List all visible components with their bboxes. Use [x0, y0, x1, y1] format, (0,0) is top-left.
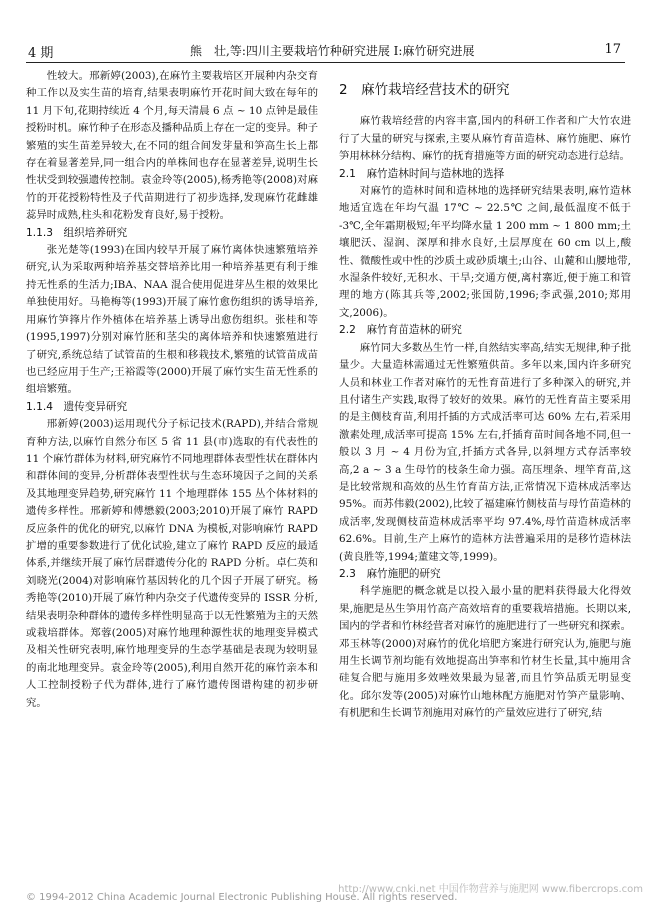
running-title: 熊 壮,等:四川主要栽培竹种研究进展 Ⅰ:麻竹研究进展 — [190, 44, 475, 58]
chapter-heading-2: 2 麻竹栽培经营技术的研究 — [339, 82, 510, 98]
paragraph: 对麻竹的造林时间和造林地的选择研究结果表明,麻竹造林地适宜选在年均气温 17℃ ~ 22.5℃ 之间,最低温度不低于 -3℃,全年霜期极短;年平均降水量 1 200 mm ~ 1 800 mm;土壤肥沃、湿润、深厚和排水良好,土层厚度在 60 cm 以上,酸性、微酸性或中性的沙质土或砂质壤土;山谷、山麓和山腰地带,水湿条件较好,无积水、干旱;交通方便,离村寨近,便于施工和管理的地方(陈其兵等,2002;张国防,1996;李武强,2010;郑用文,2006)。 — [339, 185, 631, 319]
header-rule — [26, 62, 625, 63]
paragraph: 邢新婷(2003)运用现代分子标记技术(RAPD),并结合常规育种方法,以麻竹自然分布区 5 省 11 县(市)选取的有代表性的 11 个麻竹群体为材料,研究麻竹不同地理群体表型性状在群体内和群体间的变异,分析群体表型性状与生态环境因子之间的关系及其地理变异趋势,研究麻竹 11 个地理群体 155 丛个体材料的遗传多样性。邢新婷和傅懋毅(2003;2010)开展了麻竹 RAPD 反应条件的优化的研究,以麻竹 DNA 为模板,对影响麻竹 RAPD 扩增的重要参数进行了优化试验,建立了麻竹 RAPD 反应的最适体系,并继续开展了麻竹居群遗传分化的 RAPD 分析。卓仁英和刘晓光(2004)对影响麻竹基因转化的几个因子开展了研究。杨秀艳等(2010)开展了麻竹种内杂交子代遗传变异的 ISSR 分析,结果表明杂种群体的遗传多样性明显高于以无性繁殖为主的天然或栽培群体。郑蓉(2005)对麻竹地理种源性状的地理变异模式及相关性研究表明,麻竹地理变异的生态学基础是表现为较明显的南北地理变异。袁金玲等(2005),利用自然开花的麻竹亲本和人工控制授粉子代为群体,进行了麻竹遗传图谱构建的初步研究。 — [26, 418, 318, 709]
section-heading-2-1: 2.1 麻竹造林时间与造林地的选择 — [339, 167, 505, 180]
copyright-footer: © 1994-2012 China Academic Journal Electronic Publishing House. All rights reserved. — [26, 892, 458, 903]
paragraph: 张光楚等(1993)在国内较早开展了麻竹离体快速繁殖培养研究,认为采取两种培养基交替培养比用一种培养基更有利于维持无性系的生活力;IBA、NAA 混合使用促进芽丛生根的效果比单独使用好。马艳梅等(1993)开展了麻竹愈伤组织的诱导培养,用麻竹笋箨片作外植体在培养基上诱导出愈伤组织。张桂和等(1995,1997)分别对麻竹胚和茎尖的离体培养和快速繁殖进行了研究,系统总结了试管苗的生根和移栽技术,繁殖的试管苗成苗也已经应用于生产;王裕霞等(2000)开展了麻竹实生苗无性系的组培繁殖。 — [26, 244, 318, 396]
section-heading-1-1-4: 1.1.4 遗传变异研究 — [26, 400, 128, 413]
paragraph: 性较大。邢新婷(2003),在麻竹主要栽培区开展种内杂交育种工作以及实生苗的培育,结果表明麻竹开花时间大致在每年的 11 月下旬,花期持续近 4 个月,每天清晨 6 点 ~ 10 点钟是最佳授粉时机。麻竹种子在形态及播种品质上存在一定的变异。种子繁殖的实生苗差异较大,在不同的组合间发芽量和笋高生长上都存在着显著差异,同一组合内的单株间也存在显著差异,说明生长性状受到较强遗传控制。袁金玲等(2005),杨秀艳等(2008)对麻竹的开花授粉特性及子代苗期进行了初步选择,发现麻竹花雌雄蕊异时成熟,柱头和花粉发育良好,易于授粉。 — [26, 70, 318, 222]
right-column — [339, 68, 631, 878]
section-heading-2-2: 2.2 麻竹育苗造林的研究 — [339, 324, 462, 337]
section-heading-2-3: 2.3 麻竹施肥的研究 — [339, 567, 441, 580]
issue-label: 4 期 — [28, 46, 54, 61]
paragraph: 麻竹同大多数丛生竹一样,自然结实率高,结实无规律,种子批量少。大量造林需通过无性繁殖供苗。多年以来,国内许多研究人员和林业工作者对麻竹的无性育苗进行了多种深入的研究,并且付诸生产实践,取得了较好的效果。麻竹的无性育苗主要采用的是主侧枝育苗,利用扦插的方式成活率可达 60% 左右,若采用激素处理,成活率可提高 15% 左右,扦插育苗时间各地不同,但一般以 3 月 ~ 4 月份为宜,扦插方式各异,以斜埋方式存活率较高,2 a ~ 3 a 生母竹的枝条生命力强。高压埋条、埋竿育苗,这是比较常规和高效的丛生竹育苗方法,正常情况下造林成活率达 95%。而苏伟毅(2002),比较了福建麻竹侧枝苗与母竹苗造林的成活率,发现侧枝苗造林成活率平均 97.4%,母竹苗造林成活率 62.6%。目前,生产上麻竹的造林方法普遍采用的是移竹造林法(黄良胜等,1994;董建文等,1999)。 — [339, 341, 631, 563]
paragraph: 麻竹栽培经营的内容丰富,国内的科研工作者和广大竹农进行了大量的研究与探索,主要从麻竹育苗造林、麻竹施肥、麻竹笋用林林分结构、麻竹的抚育措施等方面的研究动态进行总结。 — [339, 115, 631, 163]
page-header — [0, 0, 651, 60]
page-number: 17 — [604, 42, 621, 57]
paragraph: 科学施肥的概念就是以投入最小量的肥料获得最大化得效果,施肥是丛生笋用竹高产高效培育的重要栽培措施。长期以来,国内的学者和竹林经营者对麻竹的施肥进行了一些研究和探索。邓玉林等(2000)对麻竹的优化培肥方案进行研究认为,施肥与施用生长调节剂均能有效地提高出笋率和竹材生长量,其中施用含硅复合肥与施用多效唑效果最为显著,而且竹笋品质无明显变化。邱尔发等(2005)对麻竹山地林配方施肥对竹笋产量影响、有机肥和生长调节剂施用对麻竹的产量效应进行了研究,结 — [339, 585, 631, 720]
watermark: http://www.cnki.net 中国作物营养与施肥网 www.fibercrops.com — [338, 884, 643, 895]
left-column — [26, 68, 318, 878]
section-heading-1-1-3: 1.1.3 组织培养研究 — [26, 226, 128, 239]
